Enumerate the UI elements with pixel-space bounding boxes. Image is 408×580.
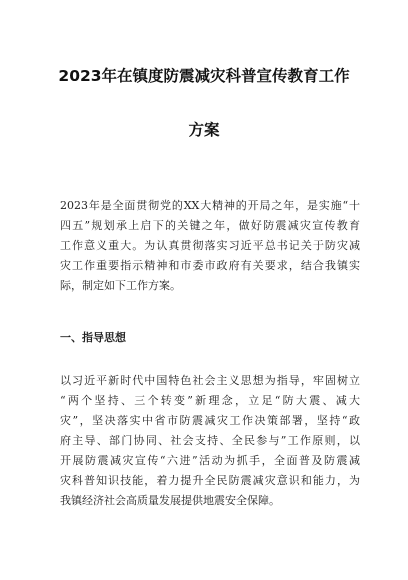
intro-line: 际，制定如下工作方案。: [60, 279, 181, 292]
intro-line: 灾工作重要指示精神和市委市政府有关要求，结合我镇实: [60, 259, 360, 272]
intro-paragraph: [60, 196, 360, 296]
section-heading-guiding-ideology: 一、指导思想: [60, 331, 126, 344]
body-line: 府主导、部门协同、社会支持、全民参与”工作原则，以: [60, 434, 360, 447]
body-line: “两个坚持、三个转变”新理念，立足“防大震、减大: [60, 394, 360, 407]
document-title-line-2: 方案: [188, 121, 220, 139]
document-title-line-1: 2023年在镇度防震减灾科普宣传教育工作: [58, 67, 350, 85]
body-line: 灾科普知识技能，着力提升全民防震减灾意识和能力，为: [60, 474, 360, 487]
intro-line: 四五”规划承上启下的关键之年，做好防震减灾宣传教育: [60, 219, 360, 232]
intro-line: 工作意义重大。为认真贯彻落实习近平总书记关于防灾减: [60, 239, 360, 252]
body-line: 以习近平新时代中国特色社会主义思想为指导，牢固树立: [60, 374, 360, 387]
body-line: 开展防震减灾宣传“六进”活动为抓手，全面普及防震减: [60, 454, 360, 467]
body-line: 灾”，坚决落实中省市防震减灾工作决策部署，坚持“政: [60, 414, 360, 427]
intro-line: 2023年是全面贯彻党的XX大精神的开局之年，是实施“十: [60, 199, 360, 212]
body-line: 我镇经济社会高质量发展提供地震安全保障。: [60, 494, 280, 507]
guiding-ideology-paragraph: [60, 371, 360, 511]
